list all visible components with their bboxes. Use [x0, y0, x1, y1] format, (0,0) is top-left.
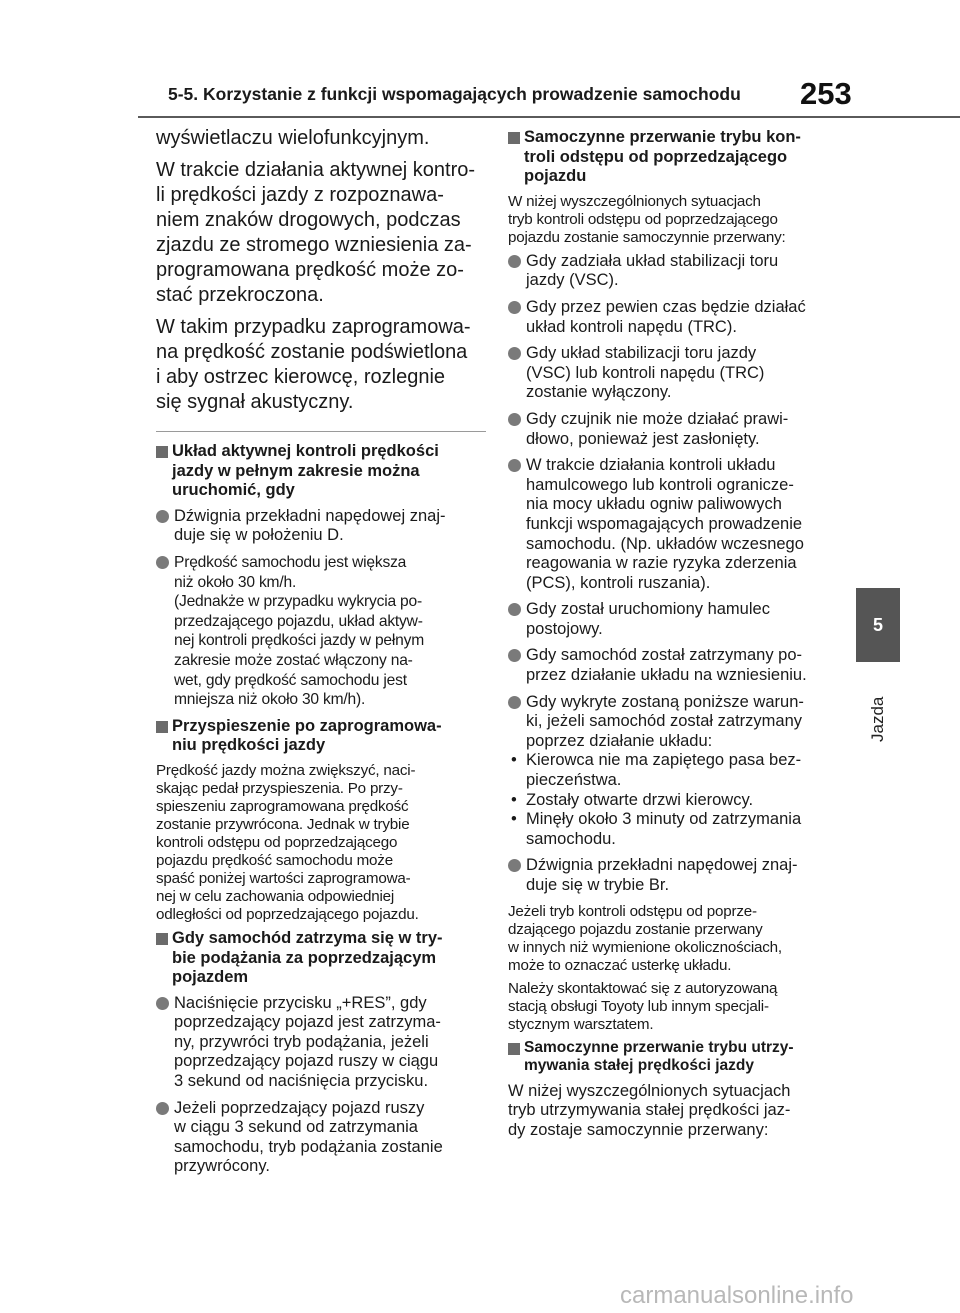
- text-line: pojazdu: [524, 167, 587, 186]
- text-line: kontroli odstępu od poprzedzającego: [156, 833, 398, 851]
- chapter-number: 5: [872, 614, 883, 635]
- circle-bullet-icon: [156, 510, 169, 523]
- section-divider: [156, 431, 486, 432]
- text-line: W niżej wyszczególnionych sytuacjach: [508, 192, 761, 210]
- list-item: [508, 456, 838, 593]
- text-line: nej w celu zachowania odpowiedniej: [156, 887, 395, 905]
- text-line: stać przekroczona.: [156, 284, 324, 306]
- list-item: [508, 410, 838, 449]
- text-line: i aby ostrzec kierowcę, rozlegnie: [156, 366, 446, 388]
- text-line: stacją obsługi Toyoty lub innym specjali-: [508, 997, 769, 1015]
- left-column: [156, 126, 486, 1184]
- page-number: 253: [800, 76, 852, 111]
- text-line: w ciągu 3 sekund od zatrzymania: [174, 1118, 418, 1137]
- text-line: samochodu, tryb podążania zostanie: [174, 1137, 443, 1156]
- square-bullet-icon: [156, 721, 168, 733]
- list-item: [508, 252, 838, 291]
- text-line: Przyspieszenie po zaprogramowa-: [172, 716, 442, 735]
- text-line: duje się w trybie Br.: [526, 876, 670, 894]
- text-line: niż około 30 km/h.: [174, 573, 297, 591]
- text-line: poprzez działanie układu:: [526, 731, 713, 750]
- text-line: Gdy został uruchomiony hamulec: [526, 600, 770, 619]
- text-line: zostanie przywrócona. Jednak w trybie: [156, 815, 410, 833]
- circle-bullet-icon: [508, 459, 521, 472]
- text-line: mywania stałej prędkości jazdy: [524, 1057, 755, 1075]
- heading-stop-follow: [156, 929, 486, 988]
- text-line: stycznym warsztatem.: [508, 1015, 654, 1033]
- text-line: Należy skontaktować się z autoryzowaną: [508, 979, 778, 997]
- watermark: carmanualsonline.info: [620, 1282, 854, 1309]
- text-line: li prędkości jazdy z rozpoznawa-: [156, 184, 444, 206]
- text-line: dzającego pojazdu zostanie przerwany: [508, 920, 763, 938]
- list-item: [508, 344, 838, 403]
- text-line: skając pedał przyspieszenia. Po przy-: [156, 779, 403, 797]
- text-line: (VSC) lub kontroli napędu (TRC): [526, 363, 765, 382]
- text-line: 3 sekund od naciśnięcia przycisku.: [174, 1072, 429, 1091]
- circle-bullet-icon: [508, 696, 521, 709]
- text-line: zostanie wyłączony.: [526, 383, 672, 402]
- list-item: [508, 600, 838, 639]
- text-line: Prędkość samochodu jest większa: [174, 553, 407, 571]
- text-line: Jeżeli poprzedzający pojazd ruszy: [174, 1098, 425, 1117]
- text-line: niu prędkości jazdy: [172, 736, 326, 755]
- heading-constant-speed-cancel: [508, 1039, 838, 1076]
- text-line: troli odstępu od poprzedzającego: [524, 147, 788, 166]
- text-line: (PCS), kontroli ruszania).: [526, 573, 711, 592]
- sub-list-item: • Zostały otwarte drzwi kierowcy.: [508, 791, 838, 811]
- list-item: [156, 553, 486, 710]
- text-line: Gdy zadziała układ stabilizacji toru: [526, 251, 779, 270]
- text-line: uruchomić, gdy: [172, 481, 295, 500]
- text-line: na prędkość zostanie podświetlona: [156, 341, 468, 363]
- text-line: Prędkość jazdy można zwiększyć, naci-: [156, 761, 416, 779]
- heading-full-range-activation: [156, 442, 486, 501]
- text-line: nia mocy układu ogniw paliwowych: [526, 495, 782, 514]
- header-divider: [138, 116, 960, 118]
- paragraph-speed-exceeded: [156, 158, 486, 308]
- text-line: W takim przypadku zaprogramowa-: [156, 316, 471, 338]
- circle-bullet-icon: [508, 255, 521, 268]
- chapter-tab[interactable]: [856, 588, 900, 662]
- text-line: W trakcie działania aktywnej kontro-: [156, 159, 476, 181]
- text-line: Układ aktywnej kontroli prędkości: [172, 442, 439, 460]
- text-line: reagowania w razie ryzyka zderzenia: [526, 554, 797, 573]
- heading-acceleration: [156, 717, 486, 756]
- text-line: poprzedzający pojazd jest zatrzyma-: [174, 1013, 441, 1032]
- text-line: programowana prędkość może zo-: [156, 259, 464, 281]
- text-line: jazdy w pełnym zakresie można: [172, 461, 420, 480]
- text-line: funkcji wspomagających prowadzenie: [526, 514, 803, 533]
- text-line: spieszeniu zaprogramowana prędkość: [156, 797, 409, 815]
- text-line: przedzającego pojazdu, układ aktyw-: [174, 612, 423, 630]
- circle-bullet-icon: [508, 603, 521, 616]
- text-line: Samoczynne przerwanie trybu utrzy-: [524, 1038, 794, 1056]
- square-bullet-icon: [156, 933, 168, 945]
- text-line: dy zostaje samoczynnie przerwany:: [508, 1120, 769, 1139]
- list-item: [508, 298, 838, 337]
- text-line: bie podążania za poprzedzającym: [172, 948, 437, 967]
- text-line: pieczeństwa.: [526, 771, 622, 790]
- text-line: poprzedzający pojazd ruszy w ciągu: [174, 1052, 439, 1071]
- text-line: tryb kontroli odstępu od poprzedzającego: [508, 210, 778, 228]
- text-line: Naciśnięcie przycisku „+RES”, gdy: [174, 993, 427, 1012]
- text-line: ny, przywróci tryb podążania, jeżeli: [174, 1032, 429, 1051]
- text-line: W niżej wyszczególnionych sytuacjach: [508, 1081, 791, 1100]
- circle-bullet-icon: [508, 649, 521, 662]
- text-line: jazdy (VSC).: [526, 271, 619, 290]
- text-line: Kierowca nie ma zapiętego pasa bez-: [526, 751, 802, 770]
- section-title: 5-5. Korzystanie z funkcji wspomagających prowadzenie samochodu: [168, 84, 741, 104]
- circle-bullet-icon: [156, 1102, 169, 1115]
- text-line: zakresie może zostać włączony na-: [174, 651, 413, 669]
- text-line: się sygnał akustyczny.: [156, 391, 354, 413]
- text-line: dłowo, ponieważ jest zasłonięty.: [526, 429, 760, 448]
- text-line: Jeżeli tryb kontroli odstępu od poprze-: [508, 902, 757, 920]
- text-line: Gdy wykryte zostaną poniższe warun-: [526, 692, 804, 711]
- text-line: Gdy układ stabilizacji toru jazdy: [526, 344, 757, 363]
- square-bullet-icon: [508, 132, 520, 144]
- chapter-label-text: Jazda: [868, 696, 887, 742]
- text-line: przywrócony.: [174, 1157, 270, 1176]
- text-line: niem znaków drogowych, podczas: [156, 209, 461, 231]
- text-line: Minęły około 3 minuty od zatrzymania: [526, 810, 802, 829]
- sub-list-item: • Kierowca nie ma zapiętego pasa bez- pieczeństwa.: [508, 751, 838, 790]
- text-line: nej kontroli prędkości jazdy w pełnym: [174, 632, 425, 650]
- square-bullet-icon: [508, 1043, 520, 1055]
- list-item: [156, 507, 486, 546]
- text-line: pojazdem: [172, 968, 249, 987]
- list-item: [508, 646, 838, 685]
- text-line: odległości od poprzedzającego pojazdu.: [156, 905, 419, 923]
- text-line: spaść poniżej wartości zaprogramowa-: [156, 869, 411, 887]
- paragraph-warning: [156, 315, 486, 415]
- text-line: Gdy samochód zatrzyma się w try-: [172, 928, 443, 947]
- list-item: [156, 994, 486, 1092]
- text-line: wet, gdy prędkość samochodu jest: [174, 671, 407, 689]
- text-line: hamulcowego lub kontroli ogranicze-: [526, 475, 794, 494]
- text-line: przez działanie układu na wzniesieniu.: [526, 666, 807, 685]
- text-line: Gdy samochód został zatrzymany po-: [526, 646, 803, 665]
- intro-text: [156, 126, 486, 151]
- text-line: ki, jeżeli samochód został zatrzymany: [526, 712, 803, 731]
- list-item: [508, 856, 838, 895]
- text-line: pojazdu prędkość samochodu może: [156, 851, 393, 869]
- text-line: w innych niż wymienione okolicznościach,: [508, 938, 782, 956]
- text-line: Dźwignia przekładni napędowej znaj-: [174, 506, 446, 525]
- circle-bullet-icon: [156, 997, 169, 1010]
- paragraph-distance-cancel: [508, 193, 838, 247]
- circle-bullet-icon: [508, 413, 521, 426]
- paragraph-constant-speed-cancel: [508, 1082, 838, 1141]
- page-header: [0, 0, 960, 120]
- text-line: samochodu.: [526, 829, 616, 848]
- paragraph-acceleration: [156, 762, 486, 924]
- text-line: Zostały otwarte drzwi kierowcy.: [526, 790, 754, 809]
- circle-bullet-icon: [508, 301, 521, 314]
- list-item: [508, 693, 838, 752]
- sub-list-item: • Minęły około 3 minuty od zatrzymania samochodu.: [508, 810, 838, 849]
- text-line: Gdy czujnik nie może działać prawi-: [526, 409, 789, 428]
- text-line: Gdy przez pewien czas będzie działać: [526, 297, 806, 316]
- text-line: może to oznaczać usterkę układu.: [508, 956, 732, 974]
- text-line: postojowy.: [526, 619, 603, 638]
- list-item: [156, 1099, 486, 1177]
- text-line: W trakcie działania kontroli układu: [526, 456, 776, 475]
- text-line: tryb utrzymywania stałej prędkości jaz-: [508, 1101, 791, 1120]
- square-bullet-icon: [156, 446, 168, 458]
- text-line: Samoczynne przerwanie trybu kon-: [524, 128, 801, 146]
- text-line: samochodu. (Np. układów wczesnego: [526, 534, 804, 553]
- right-column: [508, 126, 838, 1145]
- text-line: układ kontroli napędu (TRC).: [526, 317, 737, 336]
- chapter-label: [856, 680, 900, 750]
- text-line: mniejsza niż około 30 km/h).: [174, 691, 366, 709]
- text-line: duje się w położeniu D.: [174, 526, 344, 545]
- heading-distance-cancel: [508, 128, 838, 187]
- paragraph-malfunction: [508, 903, 838, 975]
- circle-bullet-icon: [508, 859, 521, 872]
- text-line: pojazdu zostanie samoczynnie przerwany:: [508, 228, 786, 246]
- text-line: Dźwignia przekładni napędowej znaj-: [526, 856, 798, 875]
- text-line: zjazdu ze stromego wzniesienia za-: [156, 234, 472, 256]
- text-line: wyświetlaczu wielofunkcyjnym.: [156, 127, 430, 149]
- circle-bullet-icon: [156, 556, 169, 569]
- text-line: (Jednakże w przypadku wykrycia po-: [174, 593, 422, 611]
- paragraph-contact-service: [508, 980, 838, 1034]
- circle-bullet-icon: [508, 347, 521, 360]
